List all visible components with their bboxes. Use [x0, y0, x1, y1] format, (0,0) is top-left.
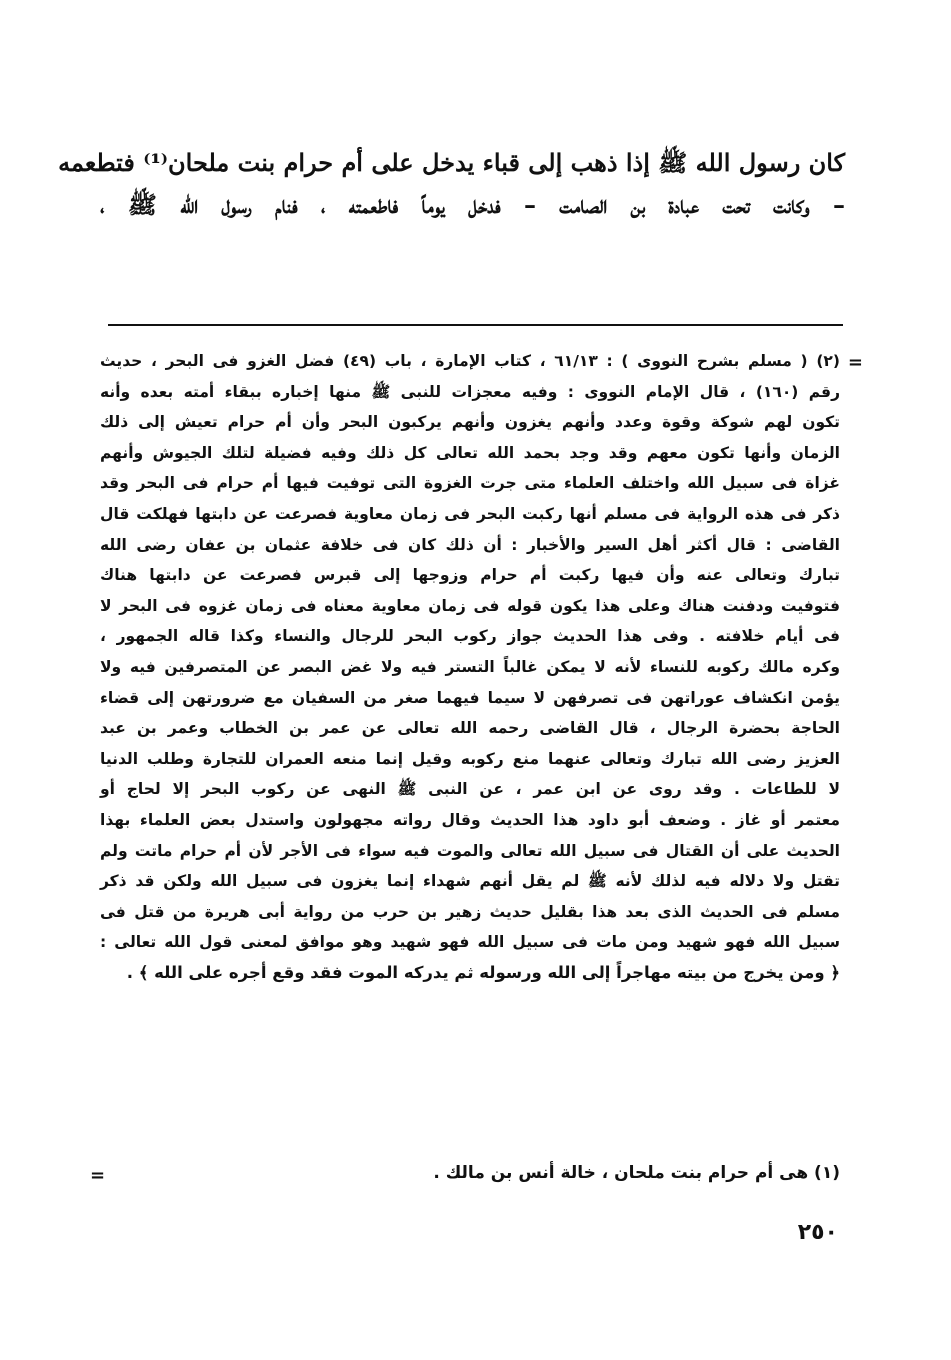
footnote-line: القاضى : قال أكثر أهل السير والأخبار : أن ذلك كان فى خلافة عثمان بن عفان رضى الله — [100, 535, 840, 554]
footnote-line: فى أيام خلافته . وفى هذا الحديث جواز ركوب البحر للرجال والنساء وكذا قاله الجمهور ، — [100, 627, 840, 646]
footnote-line: تكون لهم شوكة وقوة وعدد وأنهم يغزون وأنهم يركبون البحر وأن أم حرام تعيش إلى ذلك — [100, 413, 840, 432]
footnote-line: تقتل ولا دلاله فيه لذلك لأنه ﷺ لم يقل أنهم شهداء إنما يغزون فى سبيل الله ولكن قد ذكر — [100, 872, 840, 891]
footnote-separator-rule — [108, 324, 843, 326]
footnote-line: رقم (١٦٠) ، قال الإمام النووى : وفيه معجزات للنبى ﷺ منها إخباره ببقاء أمته بعده وأنه — [100, 382, 840, 401]
footnote-line: وكره مالك ركوبه للنساء لأنه لا يمكن غالباً التستر فيه ولا غض البصر عن المتصرفين فيه ولا — [100, 657, 840, 676]
footnote-line: الزمان وأنها تكون معهم وقد وجد بحمد الله تعالى كل ذلك وفيه فضيلة لتلك الجيوش وأنهم — [100, 443, 840, 462]
main-text — [58, 142, 845, 226]
page-number: ٢٥٠ — [797, 1220, 838, 1245]
footnote-2 — [100, 346, 840, 988]
footnote-quran-verse: ﴿ ومن يخرج من بيته مهاجراً إلى الله ورسوله ثم يدركه الموت فقد وقع أجره على الله ﴾ . — [126, 962, 840, 982]
main-text-line-2: – وكانت تحت عبادة بن الصامت – فدخل يوماً فاطعمته ، فنام رسول الله ﷺ ، — [100, 190, 845, 219]
footnote-line: لا للطاعات . وقد روى عن ابن عمر ، عن النبى ﷺ النهى عن ركوب البحر إلا لحاج أو — [100, 780, 840, 799]
footnote-1: (١) هى أم حرام بنت ملحان ، خالة أنس بن مالك . — [433, 1163, 840, 1183]
footnote-line: الحديث على أن القتال فى سبيل الله تعالى والموت فيه سواء فى الأجر لأن أم حرام ماتت ولم — [100, 841, 840, 860]
footnote-line: سبيل الله فهو شهيد ومن مات فى سبيل الله فهو شهيد وهو موافق لمعنى قول الله تعالى : — [100, 933, 840, 952]
footnote-line: فتوفيت ودفنت هناك وعلى هذا يكون قوله فى زمان معاوية معناه فى زمان غزوه فى البحر لا — [100, 596, 840, 615]
footnote-continuation-mark: = — [847, 352, 863, 373]
footnote-line: يؤمن انكشاف عوراتهن فى تصرفهن لا سيما فيهما صغر من السفيان مع ضرورتهن إلى قضاء — [100, 688, 840, 707]
footnote-line: (٢) ( مسلم بشرح النووى ) : ٦١/١٣ ، كتاب الإمارة ، باب (٤٩) فضل الغزو فى البحر ، حديث — [100, 352, 840, 370]
footnote-end-mark: = — [90, 1165, 106, 1186]
footnote-line: تبارك وتعالى عنه وأن فيها ركبت أم حرام وزوجها إلى قبرس فصرعت عن دابتها هناك — [100, 566, 840, 585]
footnote-line: الحاجة بحضرة الرجال ، قال القاضى رحمه الله تعالى عن عمر بن الخطاب وعمر بن عبد — [100, 719, 840, 738]
footnote-line: غزاة فى سبيل الله واختلف العلماء متى جرت الغزوة التى توفيت فيها أم حرام فى البحر وقد — [100, 474, 840, 493]
footnote-line: مسلم فى الحديث الذى بعد هذا بقليل حديث زهير بن حرب من رواية أبى هريرة من قتل فى — [100, 902, 840, 921]
footnote-line: العزيز رضى الله تبارك وتعالى عنهما منع ركوبه وقيل إنما منعه العمران للتجارة وطلب الدنيا — [100, 749, 840, 768]
footnote-line: ذكر فى هذه الرواية فى مسلم أنها ركبت البحر فى زمان معاوية فصرعت عن دابتها فهلكت قال — [100, 504, 840, 523]
footnote-line: معتمر أو غاز . وضعف أبو داود هذا الحديث وقال رواته مجهولون واستدل بعض العلماء بهذا — [100, 810, 840, 829]
main-text-line-1: كان رسول الله ﷺ إذا ذهب إلى قباء يدخل على أم حرام بنت ملحان⁽¹⁾ فتطعمه — [58, 148, 845, 177]
